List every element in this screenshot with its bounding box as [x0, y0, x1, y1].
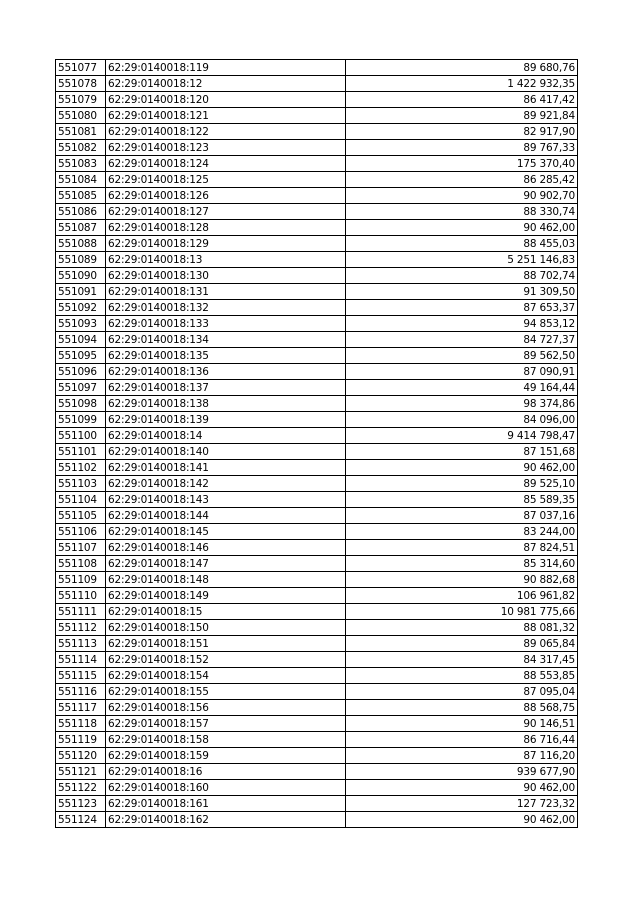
cadastral-value-cell: 89 525,10: [346, 476, 578, 492]
cadastral-value-cell: 1 422 932,35: [346, 76, 578, 92]
cadastral-value-cell: 90 462,00: [346, 220, 578, 236]
table-row: [56, 572, 578, 588]
table-row: [56, 252, 578, 268]
row-id-cell: 551105: [56, 508, 106, 524]
table-row: [56, 540, 578, 556]
table-row: [56, 220, 578, 236]
table-row: [56, 492, 578, 508]
row-id-cell: 551097: [56, 380, 106, 396]
table-row: [56, 700, 578, 716]
row-id-cell: 551110: [56, 588, 106, 604]
table-row: [56, 620, 578, 636]
row-id-cell: 551094: [56, 332, 106, 348]
cadastral-value-cell: 90 882,68: [346, 572, 578, 588]
row-id-cell: 551080: [56, 108, 106, 124]
cadastral-value-cell: 89 767,33: [346, 140, 578, 156]
cadastral-value-cell: 82 917,90: [346, 124, 578, 140]
table-row: [56, 604, 578, 620]
row-id-cell: 551095: [56, 348, 106, 364]
cadastral-value-cell: 88 455,03: [346, 236, 578, 252]
table-row: [56, 636, 578, 652]
table-row: [56, 188, 578, 204]
row-id-cell: 551112: [56, 620, 106, 636]
cadastral-number-cell: 62:29:0140018:123: [106, 140, 346, 156]
cadastral-value-cell: 88 702,74: [346, 268, 578, 284]
cadastral-number-cell: 62:29:0140018:132: [106, 300, 346, 316]
cadastral-value-cell: 90 462,00: [346, 812, 578, 828]
row-id-cell: 551116: [56, 684, 106, 700]
row-id-cell: 551120: [56, 748, 106, 764]
cadastral-number-cell: 62:29:0140018:156: [106, 700, 346, 716]
table-row: [56, 732, 578, 748]
cadastral-number-cell: 62:29:0140018:141: [106, 460, 346, 476]
cadastral-value-cell: 106 961,82: [346, 588, 578, 604]
cadastral-number-cell: 62:29:0140018:127: [106, 204, 346, 220]
cadastral-number-cell: 62:29:0140018:149: [106, 588, 346, 604]
row-id-cell: 551121: [56, 764, 106, 780]
cadastral-value-cell: 87 116,20: [346, 748, 578, 764]
row-id-cell: 551079: [56, 92, 106, 108]
cadastral-value-cell: 5 251 146,83: [346, 252, 578, 268]
table-row: [56, 716, 578, 732]
table-row: [56, 652, 578, 668]
table-row: [56, 332, 578, 348]
cadastral-value-cell: 87 095,04: [346, 684, 578, 700]
table-row: [56, 668, 578, 684]
cadastral-number-cell: 62:29:0140018:128: [106, 220, 346, 236]
cadastral-number-cell: 62:29:0140018:145: [106, 524, 346, 540]
row-id-cell: 551091: [56, 284, 106, 300]
cadastral-value-cell: 49 164,44: [346, 380, 578, 396]
cadastral-number-cell: 62:29:0140018:139: [106, 412, 346, 428]
row-id-cell: 551077: [56, 60, 106, 76]
table-row: [56, 140, 578, 156]
cadastral-value-cell: 86 716,44: [346, 732, 578, 748]
cadastral-value-cell: 85 589,35: [346, 492, 578, 508]
table-row: [56, 108, 578, 124]
cadastral-value-cell: 84 727,37: [346, 332, 578, 348]
table-row: [56, 364, 578, 380]
row-id-cell: 551115: [56, 668, 106, 684]
cadastral-value-cell: 91 309,50: [346, 284, 578, 300]
table-row: [56, 444, 578, 460]
cadastral-number-cell: 62:29:0140018:135: [106, 348, 346, 364]
cadastral-number-cell: 62:29:0140018:124: [106, 156, 346, 172]
row-id-cell: 551114: [56, 652, 106, 668]
row-id-cell: 551096: [56, 364, 106, 380]
cadastral-number-cell: 62:29:0140018:154: [106, 668, 346, 684]
table-row: [56, 524, 578, 540]
row-id-cell: 551093: [56, 316, 106, 332]
row-id-cell: 551123: [56, 796, 106, 812]
cadastral-number-cell: 62:29:0140018:126: [106, 188, 346, 204]
row-id-cell: 551098: [56, 396, 106, 412]
table-row: [56, 236, 578, 252]
cadastral-number-cell: 62:29:0140018:157: [106, 716, 346, 732]
table-row: [56, 76, 578, 92]
cadastral-value-cell: 88 568,75: [346, 700, 578, 716]
cadastral-number-cell: 62:29:0140018:147: [106, 556, 346, 572]
cadastral-value-cell: 88 081,32: [346, 620, 578, 636]
cadastral-number-cell: 62:29:0140018:13: [106, 252, 346, 268]
cadastral-number-cell: 62:29:0140018:150: [106, 620, 346, 636]
table-row: [56, 764, 578, 780]
cadastral-number-cell: 62:29:0140018:148: [106, 572, 346, 588]
row-id-cell: 551104: [56, 492, 106, 508]
table-row: [56, 204, 578, 220]
cadastral-value-cell: 83 244,00: [346, 524, 578, 540]
cadastral-value-cell: 90 462,00: [346, 780, 578, 796]
table-body: [56, 60, 578, 828]
row-id-cell: 551117: [56, 700, 106, 716]
cadastral-value-cell: 87 151,68: [346, 444, 578, 460]
row-id-cell: 551086: [56, 204, 106, 220]
row-id-cell: 551088: [56, 236, 106, 252]
cadastral-number-cell: 62:29:0140018:142: [106, 476, 346, 492]
row-id-cell: 551087: [56, 220, 106, 236]
table-row: [56, 124, 578, 140]
table-row: [56, 156, 578, 172]
row-id-cell: 551124: [56, 812, 106, 828]
table-row: [56, 780, 578, 796]
cadastral-value-cell: 127 723,32: [346, 796, 578, 812]
row-id-cell: 551081: [56, 124, 106, 140]
cadastral-number-cell: 62:29:0140018:159: [106, 748, 346, 764]
cadastral-value-cell: 939 677,90: [346, 764, 578, 780]
cadastral-value-cell: 175 370,40: [346, 156, 578, 172]
cadastral-number-cell: 62:29:0140018:161: [106, 796, 346, 812]
cadastral-value-cell: 86 417,42: [346, 92, 578, 108]
cadastral-number-cell: 62:29:0140018:146: [106, 540, 346, 556]
table-row: [56, 284, 578, 300]
row-id-cell: 551108: [56, 556, 106, 572]
row-id-cell: 551106: [56, 524, 106, 540]
cadastral-value-cell: 98 374,86: [346, 396, 578, 412]
cadastral-number-cell: 62:29:0140018:155: [106, 684, 346, 700]
cadastral-number-cell: 62:29:0140018:138: [106, 396, 346, 412]
row-id-cell: 551101: [56, 444, 106, 460]
row-id-cell: 551100: [56, 428, 106, 444]
table-row: [56, 460, 578, 476]
table-row: [56, 428, 578, 444]
cadastral-value-cell: 90 146,51: [346, 716, 578, 732]
cadastral-number-cell: 62:29:0140018:15: [106, 604, 346, 620]
cadastral-number-cell: 62:29:0140018:133: [106, 316, 346, 332]
row-id-cell: 551092: [56, 300, 106, 316]
row-id-cell: 551111: [56, 604, 106, 620]
cadastral-number-cell: 62:29:0140018:162: [106, 812, 346, 828]
cadastral-value-cell: 89 680,76: [346, 60, 578, 76]
cadastral-value-cell: 87 090,91: [346, 364, 578, 380]
cadastral-value-cell: 89 562,50: [346, 348, 578, 364]
cadastral-number-cell: 62:29:0140018:120: [106, 92, 346, 108]
row-id-cell: 551078: [56, 76, 106, 92]
table-row: [56, 348, 578, 364]
cadastral-number-cell: 62:29:0140018:151: [106, 636, 346, 652]
cadastral-number-cell: 62:29:0140018:143: [106, 492, 346, 508]
cadastral-number-cell: 62:29:0140018:134: [106, 332, 346, 348]
table-row: [56, 412, 578, 428]
row-id-cell: 551107: [56, 540, 106, 556]
table-row: [56, 172, 578, 188]
cadastral-number-cell: 62:29:0140018:160: [106, 780, 346, 796]
table-row: [56, 60, 578, 76]
cadastral-value-cell: 89 065,84: [346, 636, 578, 652]
cadastral-value-cell: 86 285,42: [346, 172, 578, 188]
row-id-cell: 551122: [56, 780, 106, 796]
cadastral-number-cell: 62:29:0140018:122: [106, 124, 346, 140]
cadastral-value-cell: 84 317,45: [346, 652, 578, 668]
cadastral-number-cell: 62:29:0140018:119: [106, 60, 346, 76]
cadastral-value-cell: 88 330,74: [346, 204, 578, 220]
row-id-cell: 551119: [56, 732, 106, 748]
cadastral-value-cell: 94 853,12: [346, 316, 578, 332]
row-id-cell: 551085: [56, 188, 106, 204]
cadastral-number-cell: 62:29:0140018:130: [106, 268, 346, 284]
table-row: [56, 316, 578, 332]
cadastral-value-cell: 87 824,51: [346, 540, 578, 556]
row-id-cell: 551113: [56, 636, 106, 652]
table-row: [56, 508, 578, 524]
cadastral-number-cell: 62:29:0140018:131: [106, 284, 346, 300]
table-row: [56, 396, 578, 412]
cadastral-value-cell: 88 553,85: [346, 668, 578, 684]
cadastral-number-cell: 62:29:0140018:125: [106, 172, 346, 188]
cadastral-value-cell: 90 902,70: [346, 188, 578, 204]
cadastral-value-cell: 84 096,00: [346, 412, 578, 428]
cadastral-value-cell: 9 414 798,47: [346, 428, 578, 444]
row-id-cell: 551118: [56, 716, 106, 732]
row-id-cell: 551103: [56, 476, 106, 492]
cadastral-number-cell: 62:29:0140018:129: [106, 236, 346, 252]
table-row: [56, 812, 578, 828]
cadastral-number-cell: 62:29:0140018:136: [106, 364, 346, 380]
row-id-cell: 551102: [56, 460, 106, 476]
row-id-cell: 551099: [56, 412, 106, 428]
cadastral-number-cell: 62:29:0140018:14: [106, 428, 346, 444]
table-row: [56, 796, 578, 812]
cadastral-number-cell: 62:29:0140018:144: [106, 508, 346, 524]
cadastral-value-cell: 10 981 775,66: [346, 604, 578, 620]
cadastral-value-cell: 85 314,60: [346, 556, 578, 572]
cadastral-value-cell: 89 921,84: [346, 108, 578, 124]
row-id-cell: 551083: [56, 156, 106, 172]
cadastral-number-cell: 62:29:0140018:121: [106, 108, 346, 124]
cadastral-number-cell: 62:29:0140018:140: [106, 444, 346, 460]
table-row: [56, 92, 578, 108]
cadastral-number-cell: 62:29:0140018:158: [106, 732, 346, 748]
table-row: [56, 476, 578, 492]
table-row: [56, 268, 578, 284]
cadastral-number-cell: 62:29:0140018:12: [106, 76, 346, 92]
table-row: [56, 684, 578, 700]
table-row: [56, 300, 578, 316]
row-id-cell: 551089: [56, 252, 106, 268]
cadastral-value-cell: 90 462,00: [346, 460, 578, 476]
cadastral-number-cell: 62:29:0140018:152: [106, 652, 346, 668]
cadastral-value-cell: 87 037,16: [346, 508, 578, 524]
table-row: [56, 556, 578, 572]
row-id-cell: 551090: [56, 268, 106, 284]
table-row: [56, 748, 578, 764]
table-row: [56, 588, 578, 604]
row-id-cell: 551084: [56, 172, 106, 188]
row-id-cell: 551082: [56, 140, 106, 156]
cadastral-number-cell: 62:29:0140018:137: [106, 380, 346, 396]
cadastral-value-cell: 87 653,37: [346, 300, 578, 316]
table-row: [56, 380, 578, 396]
cadastral-number-cell: 62:29:0140018:16: [106, 764, 346, 780]
cadastral-value-table: [55, 59, 578, 828]
row-id-cell: 551109: [56, 572, 106, 588]
